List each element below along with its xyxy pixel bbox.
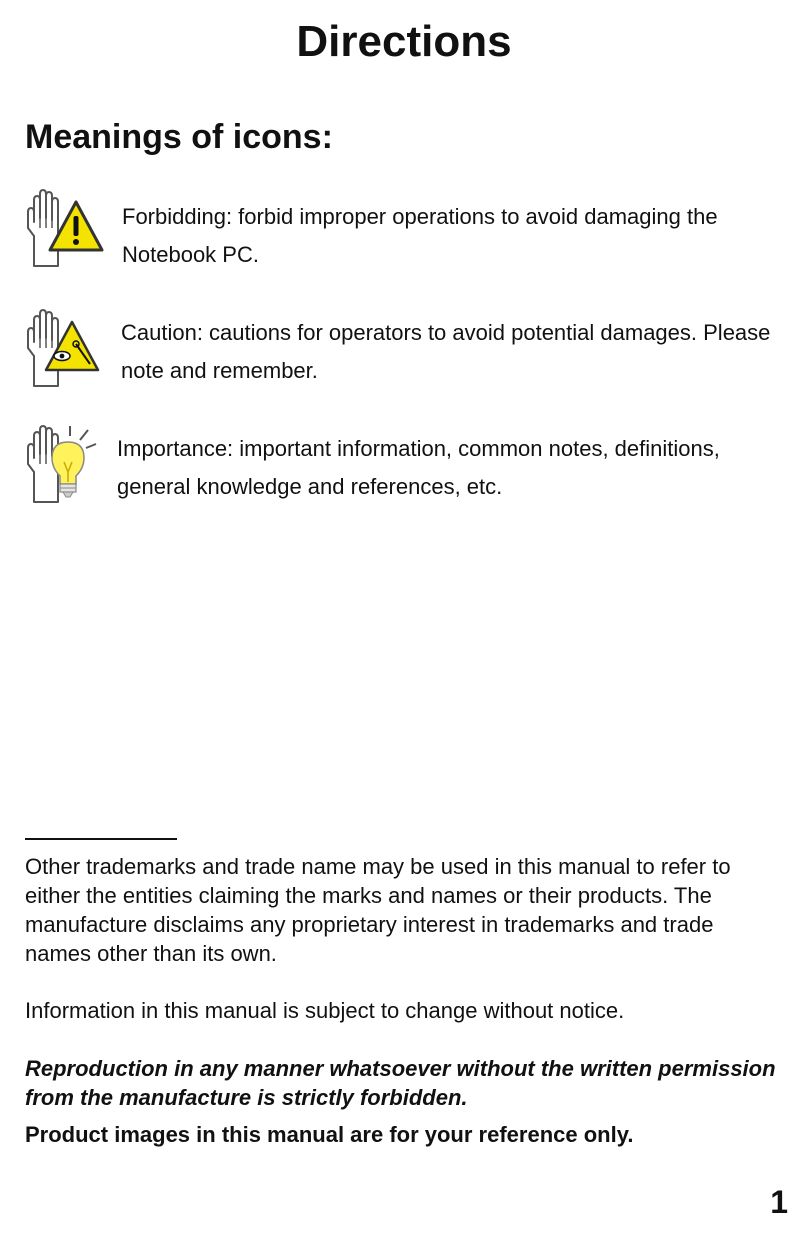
icon-description: Importance: important information, common notes, definitions, general knowledge and references, etc. bbox=[117, 436, 720, 499]
page-title: Directions bbox=[296, 17, 512, 66]
hand-caution-icon bbox=[20, 306, 110, 396]
icon-description: Forbidding: forbid improper operations to avoid damaging the Notebook PC. bbox=[122, 204, 718, 267]
hand-warning-icon bbox=[20, 188, 110, 278]
section-heading: Meanings of icons: bbox=[25, 118, 333, 156]
change-notice: Information in this manual is subject to change without notice. bbox=[25, 998, 625, 1023]
product-images-notice: Product images in this manual are for your reference only. bbox=[25, 1122, 634, 1147]
hand-lightbulb-icon bbox=[20, 422, 110, 512]
icon-description: Caution: cautions for operators to avoid potential damages. Please note and remember. bbox=[121, 320, 771, 383]
page-number: 1 bbox=[770, 1184, 788, 1220]
footnote-divider bbox=[25, 838, 177, 840]
trademark-notice: Other trademarks and trade name may be used in this manual to refer to either the entities claiming the marks and names or their products. The manufacture disclaims any proprietary interest in trademarks and trade names other than its own. bbox=[25, 854, 731, 966]
reproduction-notice: Reproduction in any manner whatsoever without the written permission from the manufacture is strictly forbidden. bbox=[25, 1056, 776, 1110]
